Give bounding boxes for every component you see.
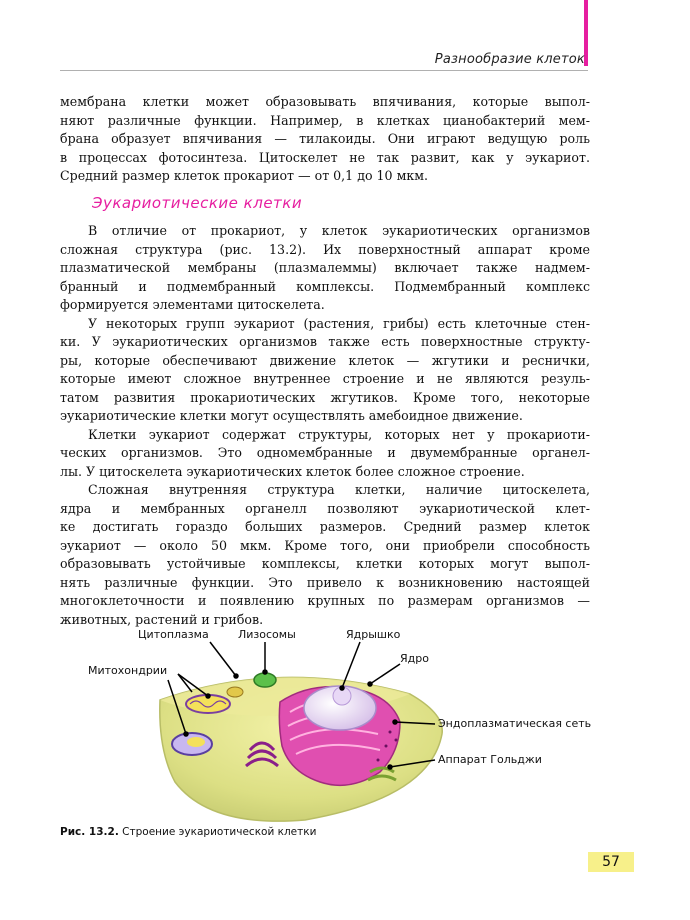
header-rule — [60, 70, 588, 71]
ribosome-dot — [395, 739, 398, 742]
section-title: Эукариотические клетки — [92, 194, 303, 212]
label-lysosomes: Лизосомы — [238, 628, 296, 641]
cell-figure — [60, 622, 620, 827]
caption-text: Строение эукариотической клетки — [118, 826, 317, 838]
label-nucleolus: Ядрышко — [346, 628, 401, 641]
text-line: мембрана клетки может образовывать впячивания, которые выпол- — [60, 94, 590, 109]
running-title: Разнообразие клеток — [434, 52, 585, 67]
ribosome-dot — [385, 745, 388, 748]
body-text — [60, 222, 590, 629]
label-mitochondria: Митохондрии — [88, 664, 168, 677]
lysosome-shape — [254, 673, 276, 687]
intro-paragraph — [60, 93, 590, 186]
text-line: многоклеточности и появлению крупных по размерам организмов — — [60, 593, 590, 608]
label-nucleus: Ядро — [400, 652, 429, 665]
text-line: которые имеют сложное внутреннее строение и не являются резуль- — [60, 371, 590, 386]
text-line: эукариот — около 50 мкм. Кроме того, они приобрели способность — [60, 537, 590, 553]
text-line: эукариотические клетки могут осуществлять амебоидное движение. — [60, 408, 523, 423]
text-line: Сложная внутренняя структура клетки, наличие цитоскелета, — [88, 482, 590, 497]
text-line: формируется элементами цитоскелета. — [60, 297, 325, 312]
text-line: В отличие от прокариот, у клеток эукариотических организмов — [88, 223, 590, 238]
text-line: бранный и подмембранный комплексы. Подмембранный комплекс — [60, 278, 590, 294]
text-line: ческих организмов. Это одномембранные и двумембранные органел- — [60, 445, 590, 460]
ribosome-dot — [389, 731, 392, 734]
text-line: ры, которые обеспечивают движение клеток — жгутики и реснички, — [60, 352, 590, 368]
label-golgi: Аппарат Гольджи — [438, 753, 542, 766]
caption-number: Рис. 13.2. — [60, 826, 119, 838]
page-number: 57 — [588, 852, 634, 872]
text-line: У некоторых групп эукариот (растения, грибы) есть клеточные стен- — [88, 315, 590, 331]
ribosome-dot — [377, 759, 380, 762]
label-cytoplasm: Цитоплазма — [138, 628, 209, 641]
text-line: ке достигать гораздо больших размеров. Средний размер клеток — [60, 519, 590, 534]
text-line: брана образует впячивания — тилакоиды. Они играют ведущую роль — [60, 131, 590, 146]
mitochondrion-inner — [187, 737, 205, 747]
figure-caption — [60, 826, 316, 838]
text-line: плазматической мембраны (плазмалеммы) включает также надмем- — [60, 260, 590, 275]
text-line: в процессах фотосинтеза. Цитоскелет не так развит, как у эукариот. — [60, 149, 590, 165]
text-line: сложная структура (рис. 13.2). Их поверхностный аппарат кроме — [60, 241, 590, 257]
text-line: Клетки эукариот содержат структуры, которых нет у прокариоти- — [88, 426, 590, 442]
text-line: образовывать устойчивые комплексы, клетки которых могут выпол- — [60, 556, 590, 571]
text-line: лы. У цитоскелета эукариотических клеток более сложное строение. — [60, 463, 525, 479]
text-line: Средний размер клеток прокариот — от 0,1 до 10 мкм. — [60, 168, 429, 183]
text-line: животных, растений и грибов. — [60, 611, 264, 627]
text-line: татом развития прокариотических жгутиков. Кроме того, некоторые — [60, 389, 590, 405]
text-line: ядра и мембранных органелл позволяют эукариотической клет- — [60, 500, 590, 516]
vesicle — [227, 687, 243, 697]
text-line: няют различные функции. Например, в клетках цианобактерий мем- — [60, 112, 590, 128]
label-er: Эндоплазматическая сеть — [438, 717, 592, 730]
text-line: ки. У эукариотических организмов также есть поверхностные структу- — [60, 334, 590, 349]
text-line: нять различные функции. Это привело к возникновению настоящей — [60, 574, 590, 590]
